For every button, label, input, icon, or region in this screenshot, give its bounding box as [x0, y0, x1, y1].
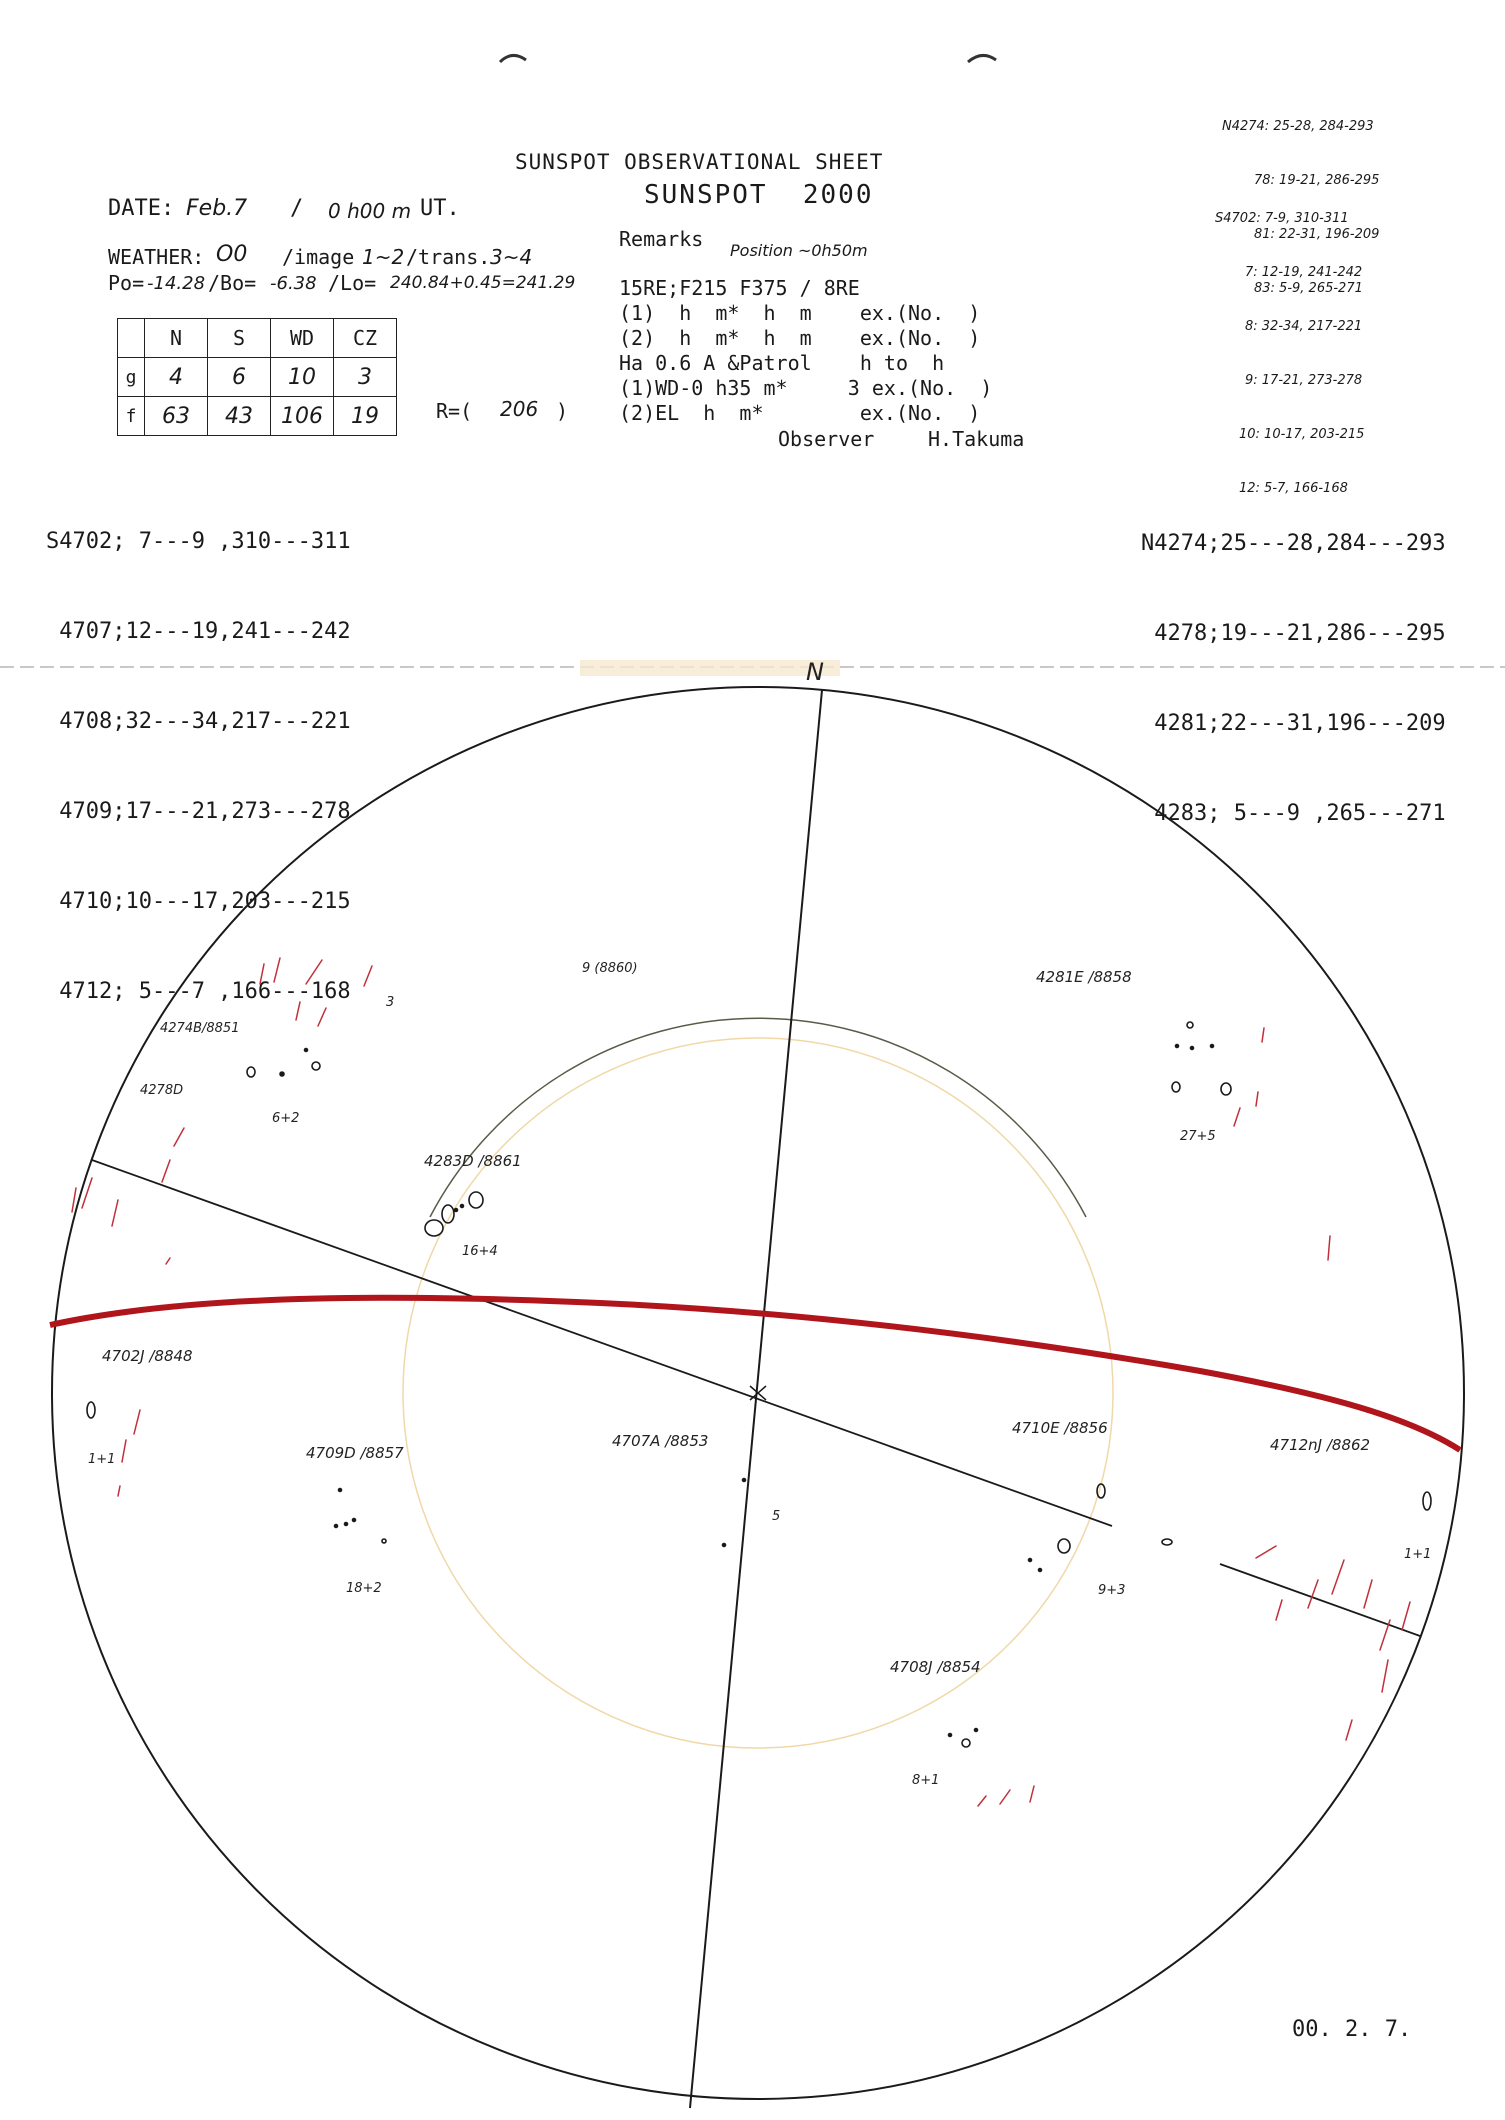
group-count: 18+2 [346, 1581, 382, 1596]
group-count: 8+1 [912, 1773, 940, 1788]
group-label: 4709D /8857 [306, 1444, 404, 1462]
weather-value: O0 [216, 242, 248, 267]
note-line: 12: 5-7, 166-168 [1239, 481, 1348, 496]
group-label: 4281E /8858 [1036, 968, 1132, 986]
note-line: S4702: 7-9, 310-311 [1215, 211, 1349, 226]
list-item: S4702; 7---9 ,310---311 [46, 529, 351, 554]
north-mark: N [806, 658, 824, 686]
table-cell: 6 [208, 358, 271, 397]
note-line: 9: 17-21, 273-278 [1245, 373, 1363, 388]
note-line: 81: 22-31, 196-209 [1254, 227, 1380, 242]
group-count: 3 [386, 995, 395, 1010]
heliographic-equator [50, 1298, 1460, 1450]
remarks-line: (2) h m* h m ex.(No. ) [619, 326, 981, 350]
remarks-line: (1) h m* h m ex.(No. ) [619, 301, 981, 325]
list-item: 4712; 5---7 ,166---168 [46, 979, 351, 1004]
time-unit: UT. [420, 196, 460, 221]
inner-reference-arc [430, 1018, 1086, 1217]
observer-name: H.Takuma [928, 427, 1025, 451]
group-label: 4702J /8848 [102, 1347, 193, 1365]
sheet-title: SUNSPOT OBSERVATIONAL SHEET [515, 150, 884, 174]
group-count: 9+3 [1098, 1583, 1126, 1598]
table-cell: 106 [271, 397, 334, 436]
trans-value: 3~4 [490, 245, 533, 269]
table-cell: 63 [145, 397, 208, 436]
group-count: 1+1 [1404, 1547, 1432, 1562]
list-item: 4708;32---34,217---221 [46, 709, 351, 734]
note-line: 78: 19-21, 286-295 [1254, 173, 1380, 188]
note-line: 83: 5-9, 265-271 [1254, 281, 1363, 296]
list-item: 4710;10---17,203---215 [46, 889, 351, 914]
table-cell: 43 [208, 397, 271, 436]
group-count: 27+5 [1180, 1129, 1216, 1144]
table-cell: 3 [334, 358, 397, 397]
r-close: ) [556, 399, 569, 423]
image-value: 1~2 [362, 245, 405, 269]
bo-value: -6.38 [270, 273, 317, 294]
stain [580, 660, 840, 676]
table-cell: 19 [334, 397, 397, 436]
remarks-line: (1)WD-0 h35 m* 3 ex.(No. ) [619, 376, 993, 400]
remarks-label: Remarks [619, 227, 704, 251]
date-label: DATE: [108, 196, 175, 221]
list-item: 4707;12---19,241---242 [46, 619, 351, 644]
reference-line-extension [1220, 1564, 1420, 1636]
date-value: Feb.7 [186, 196, 248, 221]
remarks-line: 15RE;F215 F375 / 8RE [619, 276, 860, 300]
r-value: 206 [500, 397, 539, 421]
sunspot-marks [87, 1022, 1431, 1747]
lo-value: 240.84+0.45=241.29 [390, 273, 576, 293]
list-item: N4274;25---28,284---293 [1141, 531, 1446, 556]
group-count: 16+4 [462, 1244, 498, 1259]
group-label: 4710E /8856 [1012, 1419, 1108, 1437]
trans-label: /trans. [406, 245, 491, 269]
group-count: 5 [772, 1509, 781, 1524]
list-item: 4709;17---21,273---278 [46, 799, 351, 824]
group-label: 4283D /8861 [424, 1152, 522, 1170]
po-value: -14.28 [147, 273, 206, 294]
group-label: 9 (8860) [582, 961, 638, 976]
list-item: 4283; 5---9 ,265---271 [1141, 801, 1446, 826]
list-item: 4281;22---31,196---209 [1141, 711, 1446, 736]
program-title: SUNSPOT 2000 [644, 180, 874, 210]
bo-label: /Bo= [208, 271, 257, 295]
image-label: /image [282, 245, 355, 269]
faculae-marks [72, 958, 1410, 1806]
po-label: Po= [108, 271, 145, 295]
time-sep: / [290, 196, 304, 221]
group-label: 4712nJ /8862 [1270, 1436, 1371, 1454]
table-cell: 4 [145, 358, 208, 397]
group-label: 4707A /8853 [612, 1432, 709, 1450]
note-line: N4274: 25-28, 284-293 [1222, 119, 1374, 134]
group-label: 4708J /8854 [890, 1658, 981, 1676]
col-header: N [145, 319, 208, 358]
group-count: 1+1 [88, 1452, 116, 1467]
binder-mark [968, 55, 996, 62]
remarks-note: Position ~0h50m [730, 241, 868, 260]
group-count: 6+2 [272, 1111, 300, 1126]
observer-label: Observer [778, 427, 875, 451]
list-item: 4278;19---21,286---295 [1141, 621, 1446, 646]
r-label: R=( [436, 399, 473, 423]
row-label: g [118, 358, 145, 397]
weather-label: WEATHER: [108, 245, 205, 269]
group-label: 4278D [140, 1083, 184, 1098]
reference-line [92, 1160, 1112, 1526]
note-line: 10: 10-17, 203-215 [1239, 427, 1365, 442]
col-header: WD [271, 319, 334, 358]
binder-mark [500, 55, 526, 62]
col-header: CZ [334, 319, 397, 358]
note-line: 7: 12-19, 241-242 [1245, 265, 1363, 280]
row-label: f [118, 397, 145, 436]
footer-date-stamp: 00. 2. 7. [1292, 2017, 1412, 2042]
time-value: 0 h00 m [328, 199, 412, 223]
group-label: 4274B/8851 [160, 1021, 240, 1036]
remarks-line: Ha 0.6 A &Patrol h to h [619, 351, 945, 375]
note-line: 8: 32-34, 217-221 [1245, 319, 1363, 334]
col-header: S [208, 319, 271, 358]
lo-label: /Lo= [328, 271, 377, 295]
remarks-line: (2)EL h m* ex.(No. ) [619, 401, 981, 425]
table-cell: 10 [271, 358, 334, 397]
